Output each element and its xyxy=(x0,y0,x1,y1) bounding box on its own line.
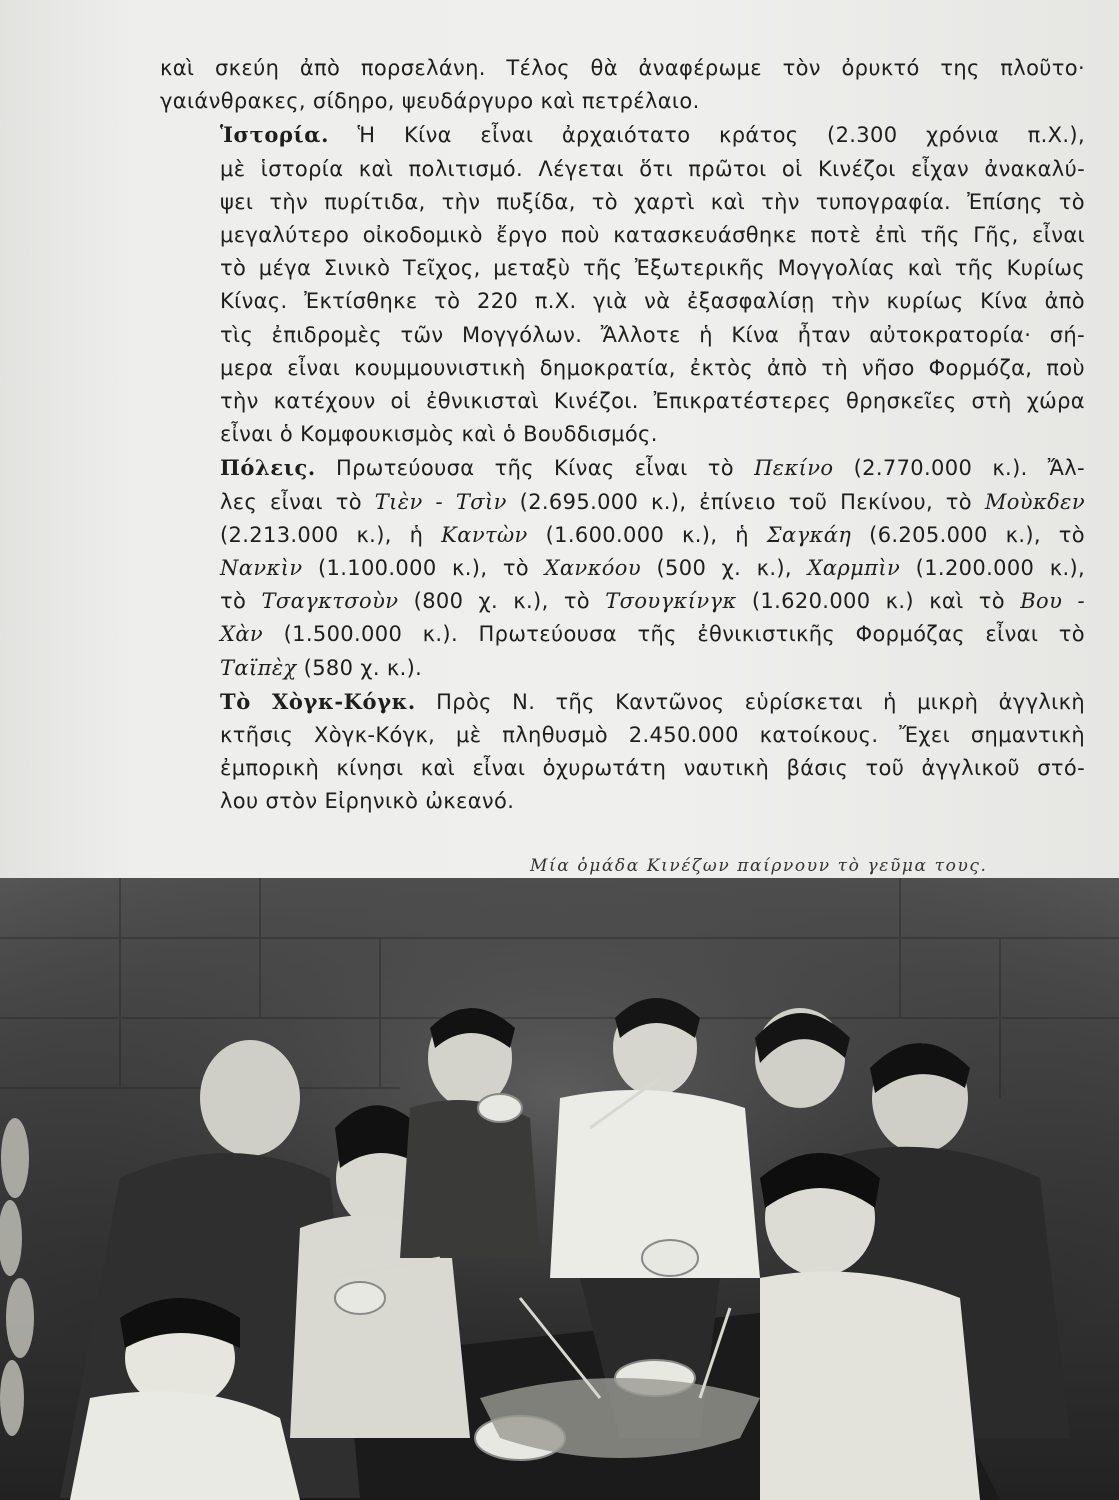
text-line: μερα εἶναι κουμμουνιστικὴ δημοκρατία, ἐκτὸς ἀπὸ τὴ νῆσο Φορμόζα, ποὺ xyxy=(220,355,1085,380)
city-name: Σαγκάη xyxy=(766,522,852,547)
city-name: Καντὼν xyxy=(441,522,528,547)
text-run: λες εἶναι τὸ xyxy=(220,489,362,514)
article-text xyxy=(160,52,1085,819)
text-line: καὶ σκεύη ἀπὸ πορσελάνη. Τέλος θὰ ἀναφέρωμε τὸν ὀρυκτό της πλοῦτο· xyxy=(160,56,1085,80)
text-run: Πρὸς Ν. τῆς Καντῶνος εὑρίσκεται ἡ μικρὴ ἀγγλικὴ xyxy=(436,689,1085,714)
city-name: Μοὺκδεν xyxy=(984,489,1086,514)
text-line: γαιάνθρακες, σίδηρο, ψευδάργυρο καὶ πετρέλαιο. xyxy=(160,89,700,114)
text-run: (500 χ. κ.), xyxy=(656,556,792,581)
city-name: Ταϊπὲχ xyxy=(220,655,297,680)
text-line xyxy=(160,685,1085,719)
city-name: Βου - xyxy=(1020,589,1086,614)
history-heading: Ἱστορία. xyxy=(220,122,329,148)
text-run: (580 χ. κ.). xyxy=(303,655,423,680)
city-name: Πεκίνο xyxy=(754,456,834,481)
city-name: Τσαγκτσοὺν xyxy=(261,589,399,614)
text-line: λου στὸν Εἰρηνικὸ ὠκεανό. xyxy=(220,789,515,814)
text-line xyxy=(160,118,1085,152)
cities-heading: Πόλεις. xyxy=(220,455,316,481)
hongkong-heading: Τὸ Χὸγκ-Κόγκ. xyxy=(220,688,416,714)
intro-paragraph xyxy=(160,52,1085,118)
photo-chinese-meal xyxy=(0,878,1119,1500)
text-line: εἶναι ὁ Κομφουκισμὸς καὶ ὁ Βουδδισμός. xyxy=(220,422,658,447)
city-name: Τσουγκίνγκ xyxy=(605,589,737,614)
text-line xyxy=(160,519,1085,552)
text-line xyxy=(160,451,1085,485)
text-line xyxy=(160,486,1085,519)
text-run: Ἡ Κίνα εἶναι ἀρχαιότατο κράτος (2.300 χρόνια π.Χ.), xyxy=(357,123,1085,148)
text-run: τὸ xyxy=(220,589,247,614)
text-run: (1.100.000 κ.), τὸ xyxy=(317,556,530,581)
text-line xyxy=(160,552,1085,585)
text-line: τὸ μέγα Σινικὸ Τεῖχος, μεταξὺ τῆς Ἐξωτερικῆς Μογγολίας καὶ τῆς Κυρίως xyxy=(220,256,1085,281)
text-run: Πρωτεύουσα τῆς Κίνας εἶναι τὸ xyxy=(335,456,734,481)
text-line: ἐμπορικὴ κίνησι καὶ εἶναι ὀχυρωτάτη ναυτικὴ βάσις τοῦ ἀγγλικοῦ στό- xyxy=(220,756,1085,781)
history-paragraph xyxy=(160,118,1085,451)
text-run: (1.200.000 κ.), xyxy=(915,556,1086,581)
city-name: Νανκὶν xyxy=(220,556,303,581)
photo-illustration xyxy=(0,878,1119,1500)
city-name: Τιὲν - Τσὶν xyxy=(374,489,507,514)
text-line xyxy=(160,652,1085,685)
text-line xyxy=(160,618,1085,651)
cities-paragraph xyxy=(160,451,1085,684)
text-line: τὴν κατέχουν οἱ ἐθνικισταὶ Κινέζοι. Ἐπικρατέστερες θρησκεῖες στὴ χώρα xyxy=(220,389,1085,414)
photo-caption: Μία ὁμάδα Κινέζων παίρνουν τὸ γεῦμα τους. xyxy=(530,856,988,876)
hongkong-paragraph xyxy=(160,685,1085,819)
text-line: Κίνας. Ἐκτίσθηκε τὸ 220 π.Χ. γιὰ νὰ ἐξασφαλίσῃ τὴν κυρίως Κίνα ἀπὸ xyxy=(220,289,1085,314)
text-run: (2.695.000 κ.), ἐπίνειο τοῦ Πεκίνου, τὸ xyxy=(519,489,972,514)
text-run: (2.770.000 κ.). Ἄλ- xyxy=(853,456,1085,481)
city-name: Χὰν xyxy=(220,622,264,647)
city-name: Χανκόου xyxy=(544,556,642,581)
text-line: κτῆσις Χὸγκ-Κόγκ, μὲ πληθυσμὸ 2.450.000 κατοίκους. Ἔχει σημαντικὴ xyxy=(220,723,1085,748)
text-run: (1.500.000 κ.). Πρωτεύουσα τῆς ἐθνικιστικῆς Φορμόζας εἶναι τὸ xyxy=(283,622,1085,647)
text-line xyxy=(160,585,1085,618)
city-name: Χαρμπὶν xyxy=(807,556,901,581)
text-run: (2.213.000 κ.), ἡ xyxy=(220,522,424,547)
text-line: μὲ ἱστορία καὶ πολιτισμό. Λέγεται ὅτι πρῶτοι οἱ Κινέζοι εἶχαν ἀνακαλύ- xyxy=(220,156,1085,181)
text-run: (6.205.000 κ.), τὸ xyxy=(869,522,1085,547)
text-line: τὶς ἐπιδρομὲς τῶν Μογγόλων. Ἄλλοτε ἡ Κίνα ἦταν αὐτοκρατορία· σή- xyxy=(220,322,1085,347)
text-line: μεγαλύτερο οἰκοδομικὸ ἔργο ποὺ κατασκευάσθηκε ποτὲ ἐπὶ τῆς Γῆς, εἶναι xyxy=(220,223,1085,248)
text-run: (1.600.000 κ.), ἡ xyxy=(545,522,749,547)
text-run: (800 χ. κ.), τὸ xyxy=(413,589,591,614)
text-line: ψει τὴν πυρίτιδα, τὴν πυξίδα, τὸ χαρτὶ καὶ τὴν τυπογραφία. Ἐπίσης τὸ xyxy=(220,189,1085,214)
text-run: (1.620.000 κ.) καὶ τὸ xyxy=(751,589,1005,614)
